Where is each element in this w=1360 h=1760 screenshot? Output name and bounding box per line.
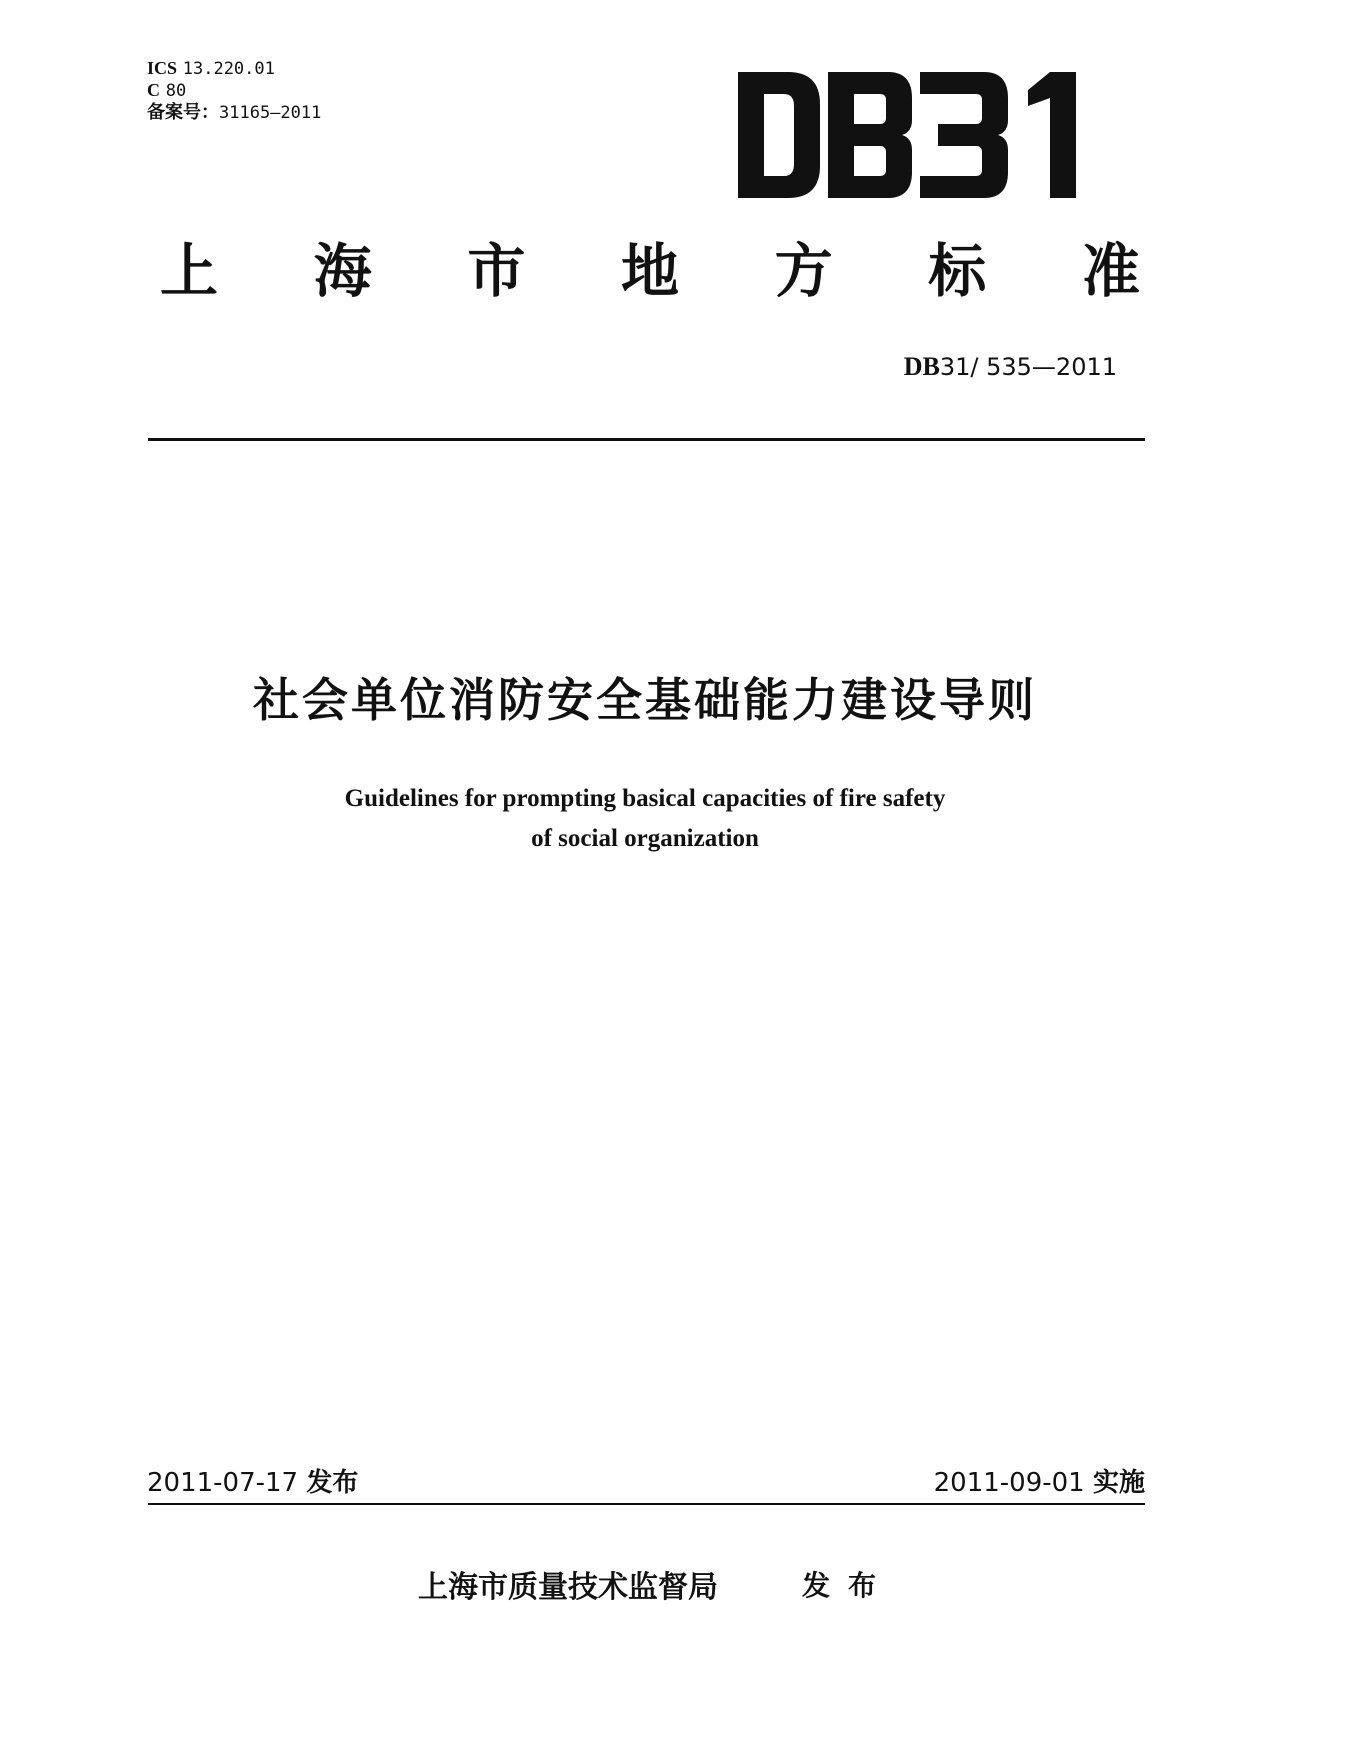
standard-name-char: 地 <box>620 237 679 305</box>
standard-name-char: 准 <box>1081 237 1140 305</box>
publisher-name: 上海市质量技术监督局 <box>418 1570 718 1605</box>
logo-letter-b <box>828 72 912 198</box>
standard-name-char: 市 <box>467 237 526 305</box>
standard-number <box>904 352 1117 382</box>
classification-block <box>147 58 321 124</box>
effective-date-value: 2011-09-01 <box>933 1468 1085 1498</box>
logo-letter-d <box>738 72 820 198</box>
standard-name-char: 标 <box>928 237 987 305</box>
ics-row <box>147 58 321 80</box>
standard-name-char: 方 <box>774 237 833 305</box>
issue-date <box>147 1462 358 1499</box>
issue-date-value: 2011-07-17 <box>147 1468 299 1498</box>
standard-number-value: 31/ 535—2011 <box>939 353 1117 381</box>
standard-name <box>160 238 1140 304</box>
issue-date-label: 发布 <box>306 1468 359 1498</box>
document-title-chinese: 社会单位消防安全基础能力建设导则 <box>253 673 1037 727</box>
class-value: 80 <box>165 81 187 101</box>
class-label: C <box>147 80 160 100</box>
document-title-english-line2: of social organization <box>531 825 759 852</box>
record-value: 31165—2011 <box>219 103 322 123</box>
ics-label: ICS <box>147 58 178 78</box>
standard-name-char: 海 <box>313 237 372 305</box>
record-row <box>147 102 321 124</box>
bottom-divider <box>148 1503 1145 1505</box>
standard-number-prefix: DB <box>903 352 940 381</box>
effective-date <box>934 1462 1145 1499</box>
top-divider <box>148 438 1145 441</box>
effective-date-label: 实施 <box>1092 1468 1145 1498</box>
ics-value: 13.220.01 <box>182 59 275 79</box>
db31-logo <box>738 72 1078 198</box>
document-title-english-line1: Guidelines for prompting basical capacities of fire safety <box>344 785 946 812</box>
logo-digit-1 <box>1028 72 1076 198</box>
standard-name-char: 上 <box>160 237 219 305</box>
publisher-action: 发布 <box>802 1569 895 1602</box>
record-label: 备案号： <box>147 102 219 123</box>
logo-digit-3 <box>920 72 1008 198</box>
class-row <box>147 80 321 102</box>
